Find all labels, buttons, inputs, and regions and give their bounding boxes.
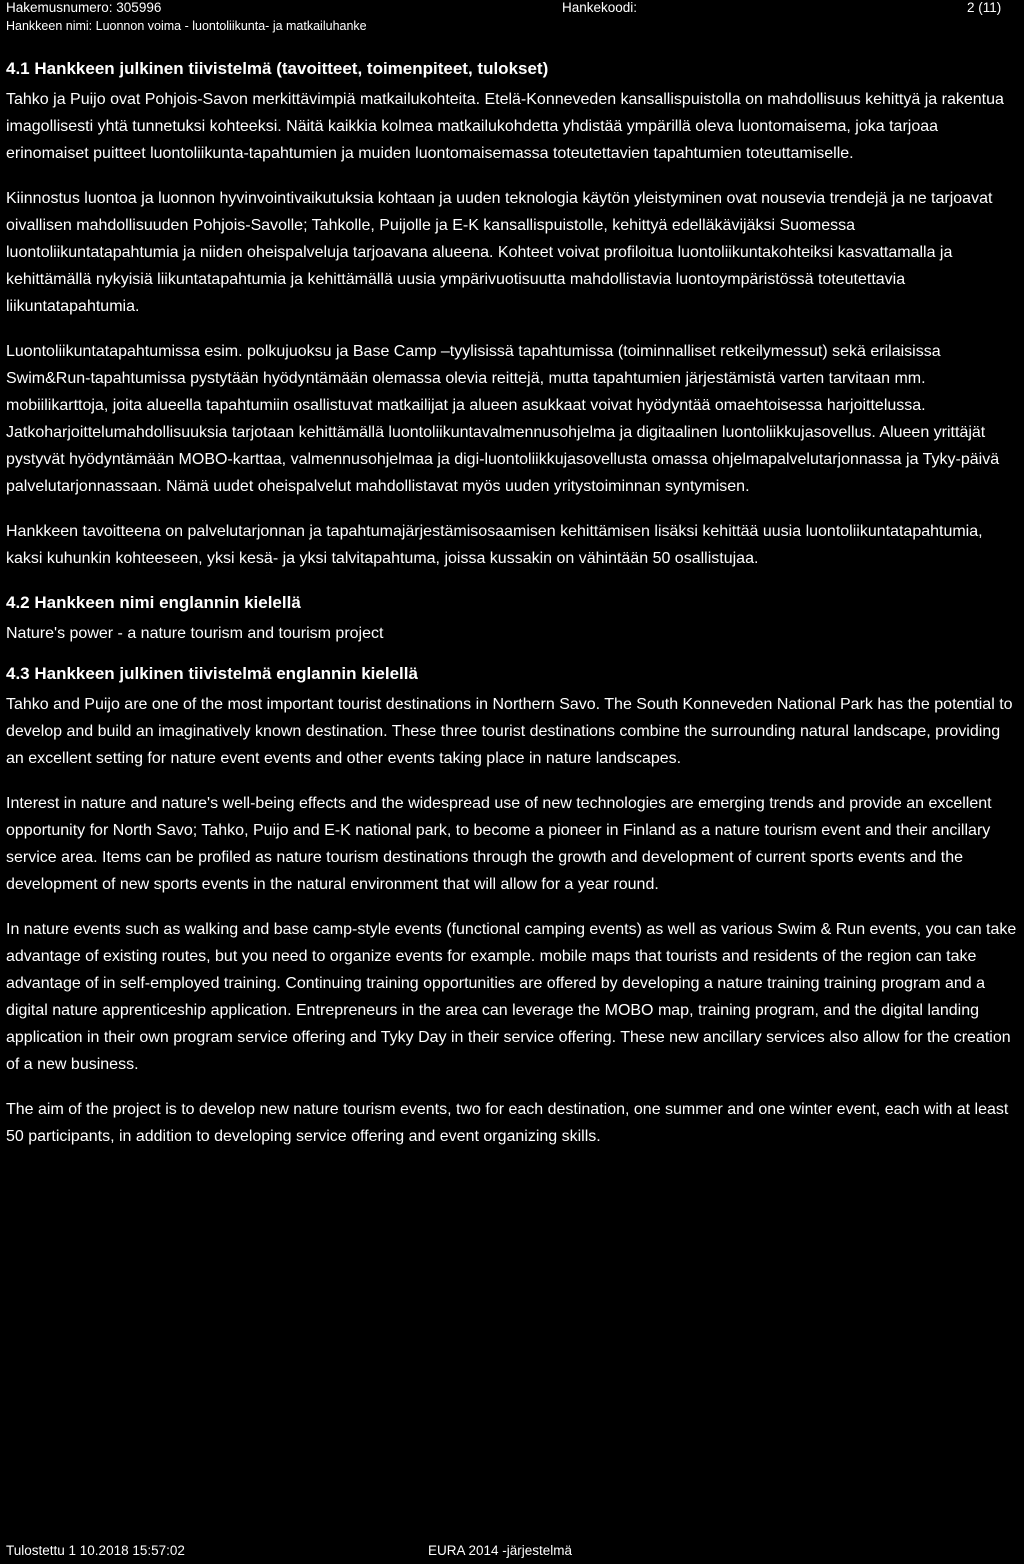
paragraph: Luontoliikuntatapahtumissa esim. polkujuoksu ja Base Camp –tyylisissä tapahtumissa (toiminnalliset retkeilymessut) sekä erilaisissa Swim&Run-tapahtumissa pystytään hyödyntämään olemassa olevia reittejä, mutta tapahtumien järjestämistä varten tarvitaan mm. mobiilikarttoja, joita alueella tapahtumiin osallistuvat matkailijat ja alueen asukkaat voivat hyödyntää omaehtoisessa harjoittelussa. Jatkoharjoittelumahdollisuuksia tarjotaan kehittämällä luontoliikuntavalmennusohjelma ja digitaalinen luontoliikkujasovellus. Alueen yrittäjät pystyvät hyödyntämään MOBO-karttaa, valmennusohjelmaa ja digi-luontoliikkujasovellusta omassa ohjelmapalvelutarjonnassa ja Tyky-päivä palvelutarjonnassaan. Nämä uudet oheispalvelut mahdollistavat myös uuden yritystoiminnan syntymisen. [6, 343, 1000, 495]
document-body [6, 56, 1020, 1168]
section-heading: 4.1 Hankkeen julkinen tiivistelmä (tavoitteet, toimenpiteet, tulokset) [6, 59, 549, 78]
application-number: Hakemusnumero: 305996 [6, 0, 162, 15]
paragraph: Kiinnostus luontoa ja luonnon hyvinvointivaikutuksia kohtaan ja uuden teknologia käytön yleistyminen ovat nousevia trendejä ja ne tarjoavat oivallisen mahdollisuuden Pohjois-Savolle; Tahkolle, Puijolle ja E-K kansallispuistolle, kehittyä edelläkävijäksi Suomessa luontoliikuntatapahtumia ja niiden oheispalveluja tarjoavana alueena. Kohteet voivat profiloitua luontoliikuntakohteiksi kasvattamalla ja kehittämällä nykyisiä liikuntatapahtumia ja kehittämällä uusia ympärivuotisuutta mahdollistavia luontoympäristössä toteutettavia liikuntatapahtumia. [6, 190, 993, 315]
page-number: 2 (11) [967, 0, 1002, 15]
system-name: EURA 2014 -järjestelmä [428, 1543, 573, 1558]
paragraph: The aim of the project is to develop new nature tourism events, two for each destination, one summer and one winter event, each with at least 50 participants, in addition to developing service offering and event organizing skills. [6, 1101, 1009, 1145]
project-name: Hankkeen nimi: Luonnon voima - luontoliikunta- ja matkailuhanke [6, 19, 367, 33]
project-code: Hankekoodi: [562, 0, 638, 15]
section-4-3 [6, 661, 1020, 1150]
section-4-2 [6, 590, 1020, 647]
paragraph: Nature's power - a nature tourism and tourism project [6, 625, 384, 642]
paragraph: Hankkeen tavoitteena on palvelutarjonnan ja tapahtumajärjestämisosaamisen kehittämisen lisäksi kehittää uusia luontoliikuntatapahtumia, kaksi kuhunkin kohteeseen, yksi kesä- ja yksi talvitapahtuma, joissa kussakin on vähintään 50 osallistujaa. [6, 523, 983, 567]
paragraph: Tahko ja Puijo ovat Pohjois-Savon merkittävimpiä matkailukohteita. Etelä-Konneveden kansallispuistolla on mahdollisuus kehittyä ja rakentua imagollisesti yhtä tunnetuksi kohteeksi. Näitä kaikkia kolmea matkailukohdetta yhdistää ympärillä oleva luontomaisema, joka tarjoaa erinomaiset puitteet luontoliikunta-tapahtumien ja muiden luontomaisemassa toteutettavien tapahtumien toteuttamiselle. [6, 91, 1004, 162]
print-timestamp: Tulostettu 1 10.2018 15:57:02 [6, 1543, 185, 1558]
paragraph: In nature events such as walking and base camp-style events (functional camping events) as well as various Swim & Run events, you can take advantage of existing routes, but you need to organize events for example. mobile maps that tourists and residents of the region can take advantage of in self-employed training. Continuing training opportunities are offered by developing a nature training training program and a digital nature apprenticeship application. Entrepreneurs in the area can leverage the MOBO map, training program, and the digital landing application in their own program service offering and Tyky Day in their service offering. These new ancillary services also allow for the creation of a new business. [6, 921, 1017, 1073]
section-heading: 4.3 Hankkeen julkinen tiivistelmä englannin kielellä [6, 664, 418, 683]
paragraph: Tahko and Puijo are one of the most important tourist destinations in Northern Savo. The South Konneveden National Park has the potential to develop and build an imaginatively known destination. These three tourist destinations combine the surrounding natural landscape, providing an excellent setting for nature event events and other events taking place in nature landscapes. [6, 696, 1013, 767]
paragraph: Interest in nature and nature's well-being effects and the widespread use of new technologies are emerging trends and provide an excellent opportunity for North Savo; Tahko, Puijo and E-K national park, to become a pioneer in Finland as a nature tourism event and their ancillary service area. Items can be profiled as nature tourism destinations through the growth and development of current sports events and the development of new sports events in the natural environment that will allow for a year round. [6, 795, 992, 893]
section-heading: 4.2 Hankkeen nimi englannin kielellä [6, 593, 301, 612]
section-4-1 [6, 56, 1020, 572]
